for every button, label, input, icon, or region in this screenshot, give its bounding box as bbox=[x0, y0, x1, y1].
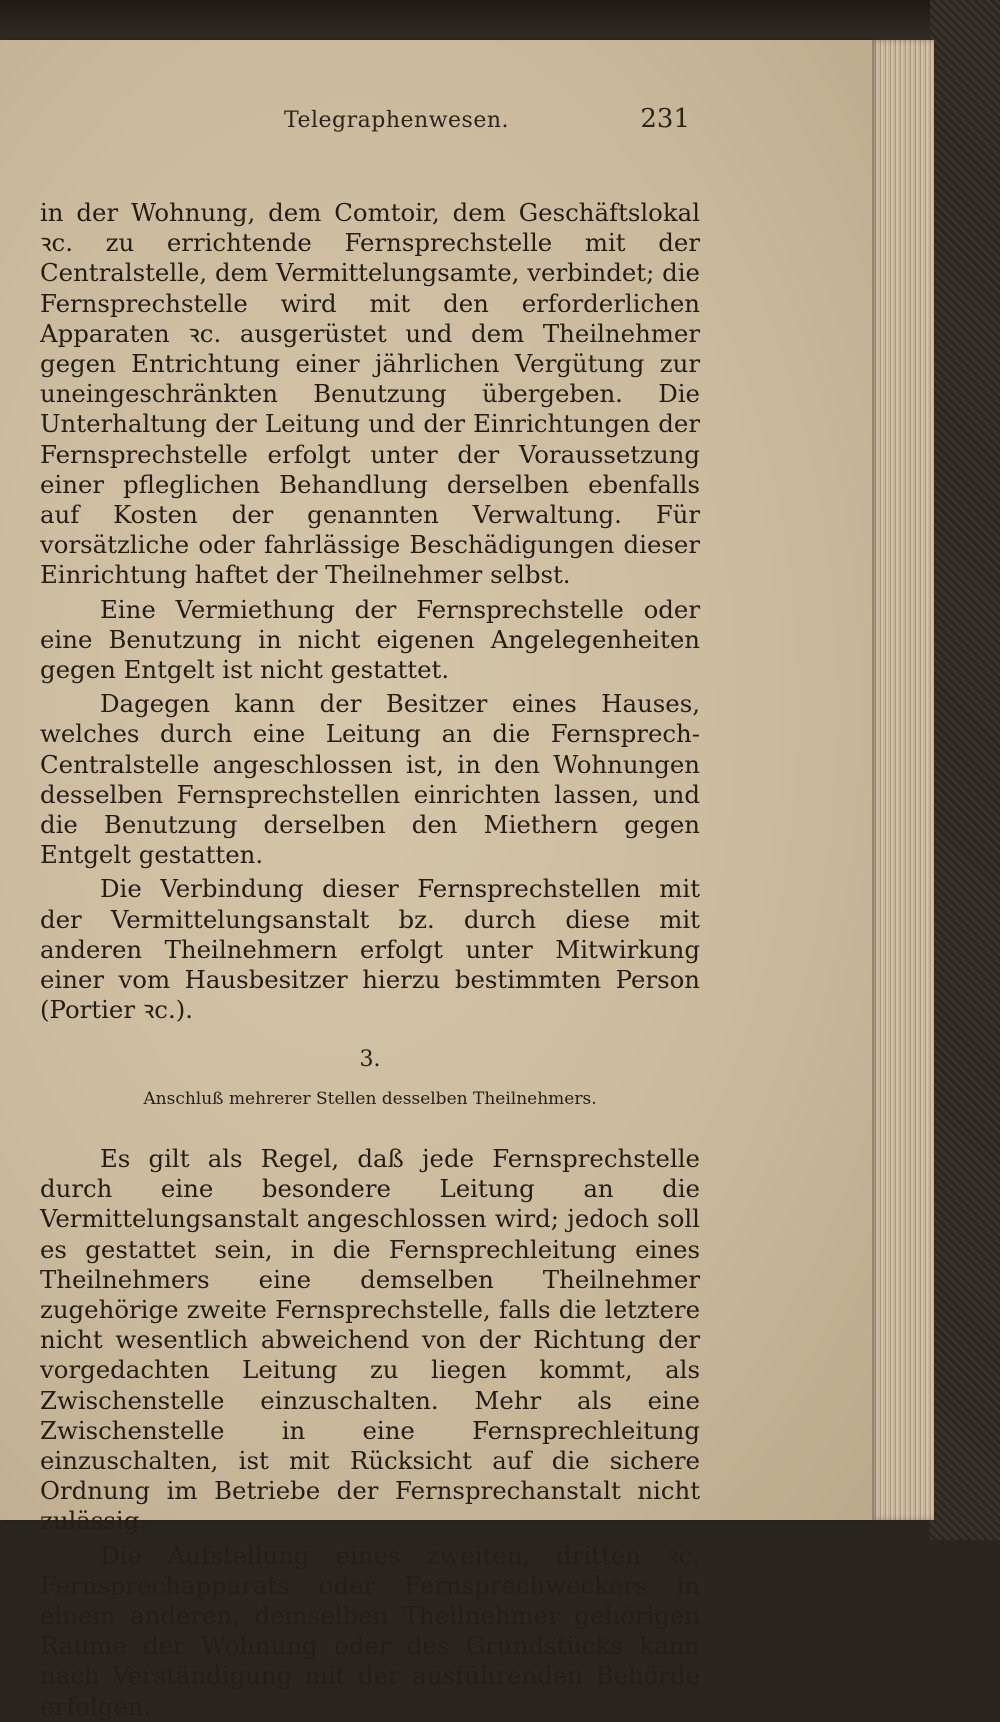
paragraph: Es gilt als Regel, daß jede Fernsprechstelle durch eine besondere Leitung an die Vermittelungsanstalt angeschlossen wird; jedoch soll es gestattet sein, in die Fernsprechleitung eines Theilnehmers eine demselben Theilnehmer zugehörige zweite Fernsprechstelle, falls die letztere nicht wesentlich abweichend von der Richtung der vorgedachten Leitung zu liegen kommt, als Zwischenstelle einzuschalten. Mehr als eine Zwischenstelle in eine Fernsprechleitung einzuschalten, ist mit Rücksicht auf die sichere Ordnung im Betriebe der Fernsprechanstalt nicht zulässig. bbox=[40, 1143, 700, 1536]
paragraph: Die Aufstellung eines zweiten, dritten ꝛc. Fernsprechapparats oder Fernsprechweckers in einem anderen, demselben Theilnehmer gehörigen Raume der Wohnung oder des Grundstücks kann nach Verständigung mit der ausführenden Behörde erfolgen. bbox=[40, 1540, 700, 1721]
book-cover-right bbox=[930, 0, 1000, 1540]
paragraph: Die Verbindung dieser Fernsprechstellen mit der Vermittelungsanstalt bz. durch diese mit anderen Theilnehmern erfolgt unter Mitwirkung einer vom Hausbesitzer hierzu bestimmten Person (Portier ꝛc.). bbox=[40, 874, 700, 1025]
section-title: Anschluß mehrerer Stellen desselben Theilnehmers. bbox=[143, 1088, 597, 1109]
page-text bbox=[40, 198, 700, 1722]
paragraph: in der Wohnung, dem Comtoir, dem Geschäftslokal ꝛc. zu errichtende Fernsprechstelle mit der Centralstelle, dem Vermittelungsamte, verbindet; die Fernsprechstelle wird mit den erforderlichen Apparaten ꝛc. ausgerüstet und dem Theilnehmer gegen Entrichtung einer jährlichen Vergütung zur uneingeschränkten Benutzung übergeben. Die Unterhaltung der Leitung und der Einrichtungen der Fernsprechstelle erfolgt unter der Voraussetzung einer pfleglichen Behandlung derselben ebenfalls auf Kosten der genannten Verwaltung. Für vorsätzliche oder fahrlässige Beschädigungen dieser Einrichtung haftet der Theilnehmer selbst. bbox=[40, 198, 700, 590]
paragraph: Dagegen kann der Besitzer eines Hauses, welches durch eine Leitung an die Fernsprech-Centralstelle angeschlossen ist, in den Wohnungen desselben Fernsprechstellen einrichten lassen, und die Benutzung derselben den Miethern gegen Entgelt gestatten. bbox=[40, 689, 700, 870]
paragraph: Eine Vermiethung der Fernsprechstelle oder eine Benutzung in nicht eigenen Angelegenheiten gegen Entgelt ist nicht gestattet. bbox=[40, 594, 700, 685]
page-edges bbox=[868, 40, 934, 1520]
page-number: 231 bbox=[640, 104, 690, 134]
page-header bbox=[40, 104, 690, 144]
running-head: Telegraphenwesen. bbox=[284, 108, 510, 133]
section-number: 3. bbox=[359, 1047, 381, 1073]
